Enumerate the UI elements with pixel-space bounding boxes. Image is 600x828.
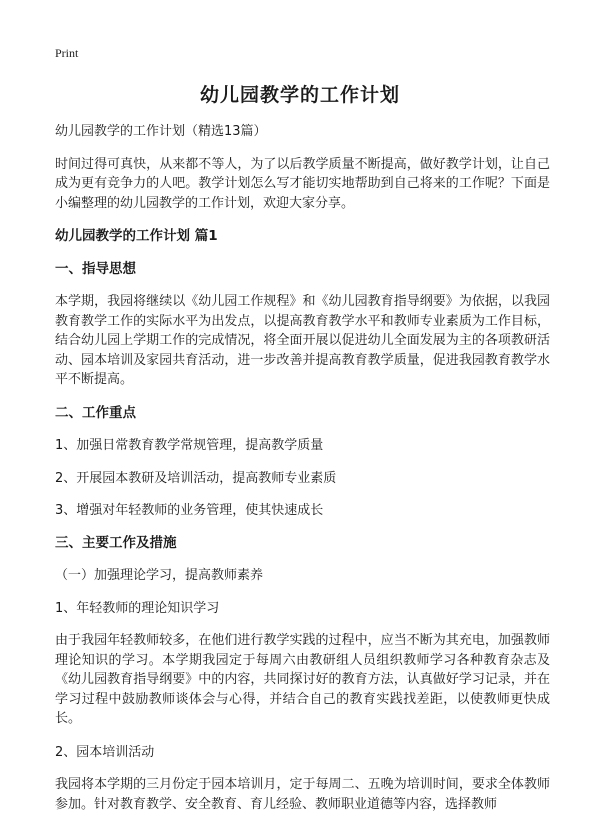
list-item: 2、开展园本教研及培训活动，提高教师专业素质 (55, 470, 337, 486)
section-heading-main-work: 三、主要工作及措施 (55, 534, 177, 551)
list-item: 1、年轻教师的理论知识学习 (55, 600, 220, 616)
document-subtitle: 幼儿园教学的工作计划（精选13篇） (55, 124, 267, 139)
subsection-heading: （一）加强理论学习，提高教师素养 (55, 568, 264, 583)
section-paragraph: 由于我园年轻教师较多，在他们进行教学实践的过程中，应当不断为其充电，加强教师理论知识的学习。本学期我园定于每周六由教研组人员组织教师学习各种教育杂志及《幼儿园教育指导纲要》中的内容，共同探讨好的教育方法，认真做好学习记录，并在学习过程中鼓励教师谈体会与心得，并结合自己的教育实践找差距，以使教师更快成长。 (55, 633, 550, 726)
article-heading: 幼儿园教学的工作计划 篇1 (55, 228, 218, 244)
document-body (55, 122, 550, 828)
section-heading-guiding-principle: 一、指导思想 (55, 260, 136, 277)
intro-paragraph: 时间过得可真快，从来都不等人，为了以后教学质量不断提高，做好教学计划，让自己成为更有竞争力的人吧。教学计划怎么写才能切实地帮助到自己将来的工作呢？下面是小编整理的幼儿园教学的工作计划，欢迎大家分享。 (55, 156, 550, 211)
list-item: 1、加强日常教育教学常规管理，提高教学质量 (55, 438, 324, 453)
print-link[interactable]: Print (55, 46, 79, 60)
section-paragraph: 本学期，我园将继续以《幼儿园工作规程》和《幼儿园教育指导纲要》为依据，以我园教育教学工作的实际水平为出发点，以提高教育教学水平和教师专业素质为工作目标，结合幼儿园上学期工作的完成情况，将全面开展以促进幼儿全面发展为主的各项教研活动、园本培训及家园共育活动，进一步改善并提高教育教学质量，促进我园教育教学水平不断提高。 (55, 294, 550, 387)
page-title: 幼儿园教学的工作计划 (199, 84, 400, 106)
list-item: 3、增强对年轻教师的业务管理，使其快速成长 (55, 503, 324, 518)
section-heading-work-focus: 二、工作重点 (55, 404, 136, 421)
list-item: 2、园本培训活动 (55, 744, 155, 760)
section-paragraph: 我园将本学期的三月份定于园本培训月，定于每周二、五晚为培训时间，要求全体教师参加。针对教育教学、安全教育、育儿经验、教师职业道德等内容，选择教师 (55, 777, 550, 812)
